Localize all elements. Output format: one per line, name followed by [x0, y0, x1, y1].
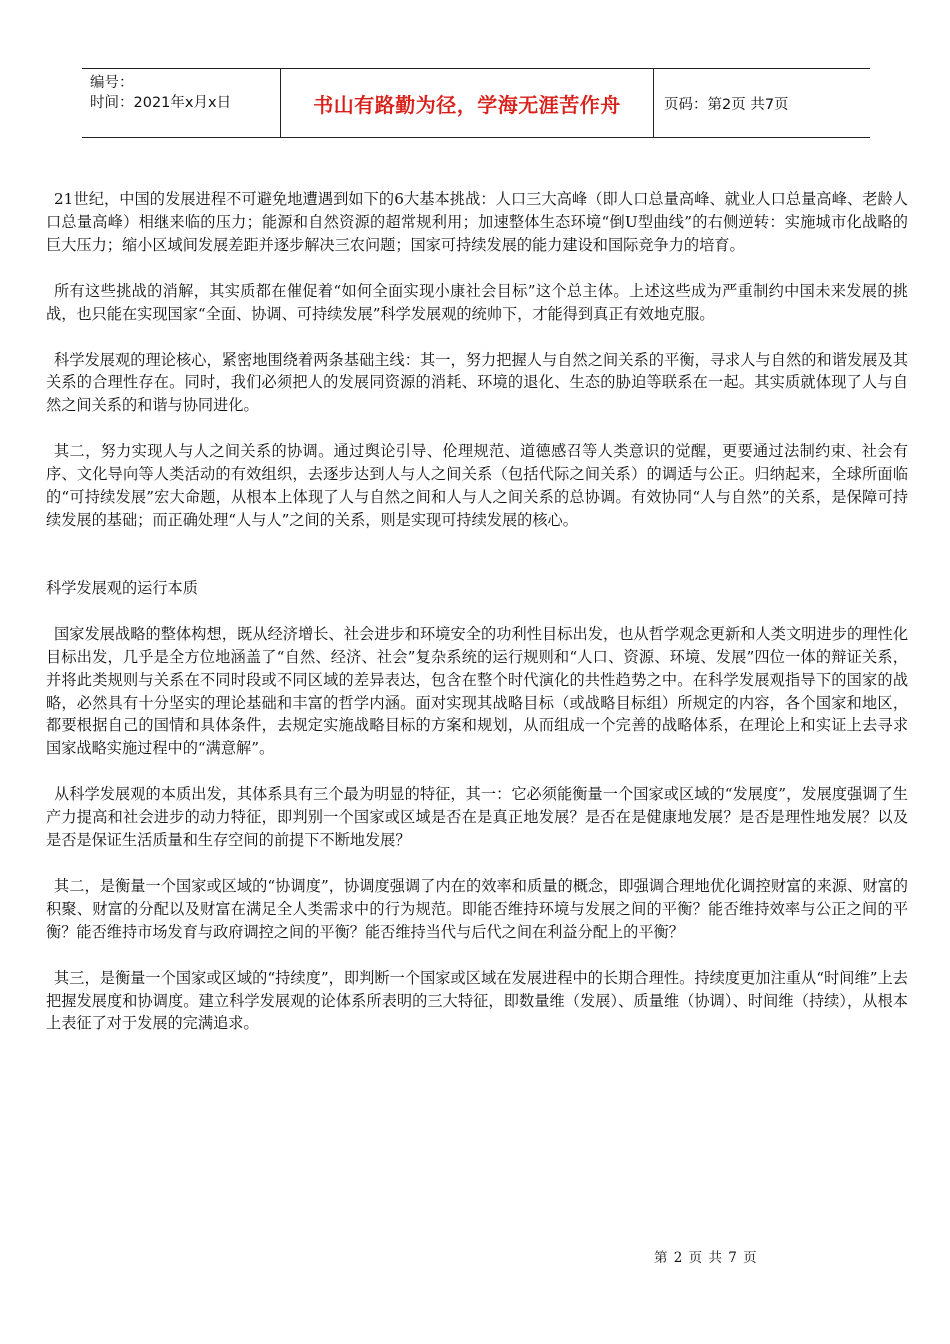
paragraph: 其二，努力实现人与人之间关系的协调。通过舆论引导、伦理规范、道德感召等人类意识的觉醒，更要通过法制约束、社会有序、文化导向等人类活动的有效组织，去逐步达到人与人之间关系（包括代际之间关系）的调适与公正。归纳起来，全球所面临的“可持续发展”宏大命题，从根本上体现了人与自然之间和人与人之间关系的总协调。有效协同“人与自然”的关系，是保障可持续发展的基础；而正确处理“人与人”之间的关系，则是实现可持续发展的核心。: [46, 442, 908, 529]
header-meta: [82, 69, 281, 137]
header-page-code: 页码：第2页 共7页: [664, 96, 789, 113]
section-title: 科学发展观的运行本质: [46, 578, 198, 597]
paragraph: 科学发展观的理论核心，紧密地围绕着两条基础主线：其一，努力把握人与自然之间关系的平衡，寻求人与自然的和谐发展及其关系的合理性存在。同时，我们必须把人的发展同资源的消耗、环境的退化、生态的胁迫等联系在一起。其实质就体现了人与自然之间关系的和谐与协同进化。: [46, 350, 908, 415]
header-motto: 书山有路勤为径，学海无涯苦作舟: [281, 69, 654, 137]
paragraph: 国家发展战略的整体构想，既从经济增长、社会进步和环境安全的功利性目标出发，也从哲学观念更新和人类文明进步的理性化目标出发，几乎是全方位地涵盖了“自然、经济、社会”复杂系统的运行规则和“人口、资源、环境、发展”四位一体的辩证关系，并将此类规则与关系在不同时段或不同区域的差异表达，包含在整个时代演化的共性趋势之中。在科学发展观指导下的国家的战略，必然具有十分坚实的理论基础和丰富的哲学内涵。面对实现其战略目标（或战略目标组）所规定的内容，各个国家和地区，都要根据自己的国情和具体条件，去规定实施战略目标的方案和规划，从而组成一个完善的战略体系，在理论上和实证上去寻求国家战略实施过程中的“满意解”。: [46, 624, 908, 758]
page-footer: 第 2 页 共 7 页: [654, 1250, 758, 1266]
document-time-label: 时间：2021年x月x日: [90, 95, 232, 111]
document-number-label: 编号：: [90, 75, 134, 91]
paragraph: 其二，是衡量一个国家或区域的“协调度”，协调度强调了内在的效率和质量的概念，即强调合理地优化调控财富的来源、财富的积聚、财富的分配以及财富在满足全人类需求中的行为规范。即能否维持环境与发展之间的平衡？能否维持效率与公正之间的平衡？能否维持市场发育与政府调控之间的平衡？能否维持当代与后代之间在利益分配上的平衡？: [46, 876, 908, 941]
document-body: [46, 188, 908, 1058]
paragraph: 从科学发展观的本质出发，其体系具有三个最为明显的特征，其一：它必须能衡量一个国家或区域的“发展度”，发展度强调了生产力提高和社会进步的动力特征，即判别一个国家或区域是否在是真正地发展？是否在是健康地发展？是否是理性地发展？以及是否是保证生活质量和生存空间的前提下不断地发展？: [46, 785, 908, 850]
paragraph: 所有这些挑战的消解，其实质都在催促着“如何全面实现小康社会目标”这个总主体。上述这些成为严重制约中国未来发展的挑战，也只能在实现国家“全面、协调、可持续发展”科学发展观的统帅下，才能得到真正有效地克服。: [46, 281, 908, 323]
spacer: [46, 555, 908, 577]
page-header: [82, 68, 870, 138]
paragraph: 其三，是衡量一个国家或区域的“持续度”，即判断一个国家或区域在发展进程中的长期合理性。持续度更加注重从“时间维”上去把握发展度和协调度。建立科学发展观的论体系所表明的三大特征，即数量维（发展）、质量维（协调）、时间维（持续），从根本上表征了对于发展的完满追求。: [46, 968, 908, 1033]
paragraph: 21世纪，中国的发展进程不可避免地遭遇到如下的6大基本挑战：人口三大高峰（即人口总量高峰、就业人口总量高峰、老龄人口总量高峰）相继来临的压力；能源和自然资源的超常规利用；加速整体生态环境“倒U型曲线”的右侧逆转：实施城市化战略的巨大压力；缩小区域间发展差距并逐步解决三农问题；国家可持续发展的能力建设和国际竞争力的培育。: [46, 190, 908, 254]
